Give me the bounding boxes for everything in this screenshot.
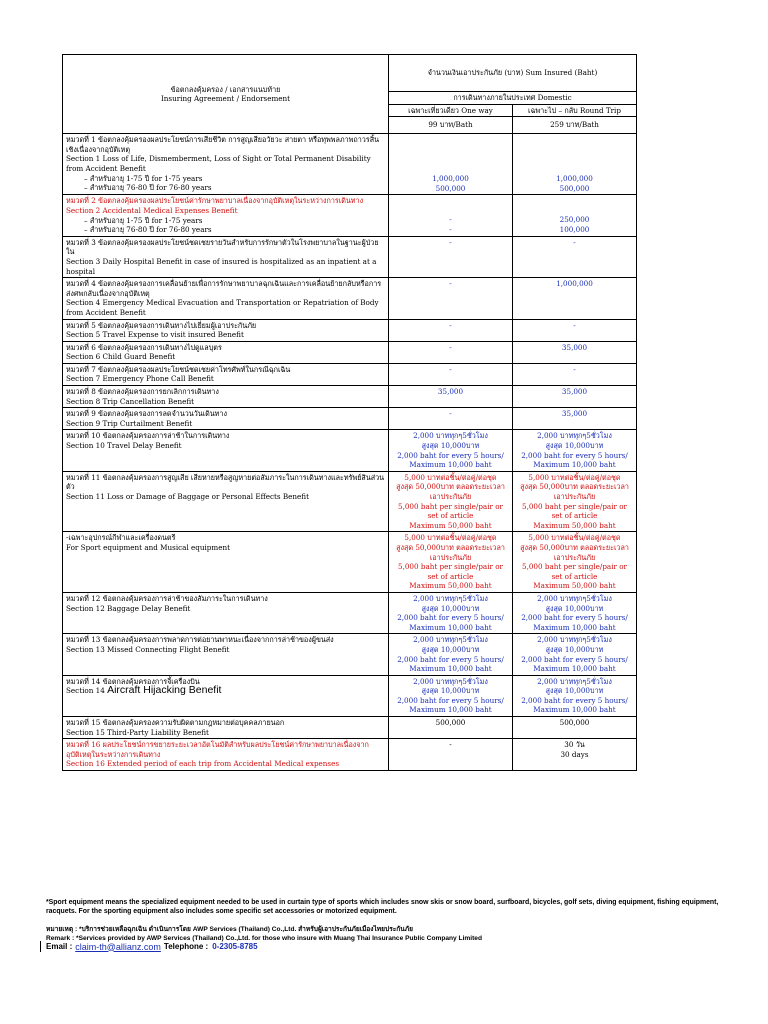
value-line: สูงสุด 10,000บาท [545, 686, 604, 696]
section-th: หมวดที่ 10 ข้อตกลงคุ้มครองการล่าช้าในการเดินทาง [66, 431, 230, 441]
round-trip-value: 35,000 [513, 341, 637, 363]
section-cell [63, 363, 389, 385]
value-line: Maximum 50,000 baht [533, 520, 616, 530]
table-row [63, 717, 637, 739]
section-th: หมวดที่ 7 ข้อตกลงคุ้มครองผลประโยชน์ชดเชยค่าโทรศัพท์ในกรณีฉุกเฉิน [66, 364, 291, 374]
one-way-value: - [389, 739, 513, 771]
email-label: Email : [46, 942, 73, 951]
section-cell [63, 278, 389, 319]
round-trip-value [513, 592, 637, 633]
table-row [63, 341, 637, 363]
round-trip-value [513, 430, 637, 471]
section-th: หมวดที่ 2 ข้อตกลงคุ้มครองผลประโยชน์ค่ารักษาพยาบาลเนื่องจากอุบัติเหตุในระหว่างการเดินทาง [66, 196, 364, 206]
age-band-1: – สำหรับอายุ 1-75 ปี for 1-75 years [84, 173, 203, 183]
value-line: 2,000 baht for every 5 hours/ [521, 450, 628, 460]
value-line: 2,000 บาททุกๆ5ชั่วโมง [413, 676, 488, 686]
section-en: Section 2 Accidental Medical Expenses Benefit [66, 205, 238, 215]
header-sum-insured: จำนวนเงินเอาประกันภัย (บาท) Sum Insured (Baht) [389, 55, 637, 92]
value-line: 2,000 บาททุกๆ5ชั่วโมง [537, 431, 612, 441]
section-cell [63, 717, 389, 739]
section-en: Section 6 Child Guard Benefit [66, 352, 176, 362]
section-cell [63, 386, 389, 408]
value-line: Maximum 10,000 baht [533, 664, 616, 674]
section-en: Section 12 Baggage Delay Benefit [66, 603, 191, 613]
section-th: หมวดที่ 14 ข้อตกลงคุ้มครองการจี้เครื่องบิน [66, 676, 200, 686]
section-en: Section 3 Daily Hospital Benefit in case of insured is hospitalized as an inpatient at a hospital [66, 256, 377, 276]
value-line: - [449, 215, 452, 225]
section-cell [63, 408, 389, 430]
section-en-prefix: Section 14 [66, 686, 105, 696]
price-round-trip: 259 บาท/Bath [513, 117, 637, 134]
one-way-value [389, 430, 513, 471]
header-agreement-en: Insuring Agreement / Endorsement [160, 94, 291, 104]
table-row [63, 236, 637, 277]
section-th: หมวดที่ 5 ข้อตกลงคุ้มครองการเดินทางไปเยี่ยมผู้เอาประกันภัย [66, 320, 257, 330]
section-en: Section 7 Emergency Phone Call Benefit [66, 374, 214, 384]
table-row [63, 675, 637, 716]
section-th: หมวดที่ 12 ข้อตกลงคุ้มครองการล่าช้าของสัมภาระในการเดินทาง [66, 593, 268, 603]
round-trip-value [513, 195, 637, 236]
section-th: หมวดที่ 9 ข้อตกลงคุ้มครองการลดจำนวนวันเดินทาง [66, 409, 227, 419]
table-row [63, 195, 637, 236]
value-line: 2,000 บาททุกๆ5ชั่วโมง [537, 635, 612, 645]
table-row [63, 739, 637, 771]
section-cell [63, 195, 389, 236]
value-line: 250,000 [559, 215, 590, 225]
table-row [63, 408, 637, 430]
section-en: Section 1 Loss of Life, Dismemberment, Loss of Sight or Total Permanent Disability from Accident Benefit [66, 154, 371, 173]
value-line: 2,000 baht for every 5 hours/ [397, 695, 504, 705]
value-line: 2,000 บาททุกๆ5ชั่วโมง [413, 635, 488, 645]
coverage-sheet [62, 54, 636, 771]
value-line: 5,000 บาทต่อชิ้น/ต่อคู่/ต่อชุด [404, 472, 497, 482]
header-agreement-cell [63, 55, 389, 134]
text-cursor-bar [40, 941, 41, 952]
value-line: 5,000 บาทต่อชิ้น/ต่อคู่/ต่อชุด [404, 533, 497, 543]
value-line: 2,000 baht for every 5 hours/ [397, 654, 504, 664]
section-cell [63, 236, 389, 277]
value-line: Maximum 10,000 baht [533, 622, 616, 632]
value-line: สูงสุด 10,000บาท [545, 644, 604, 654]
value-line: 2,000 baht for every 5 hours/ [397, 450, 504, 460]
round-trip-value [513, 471, 637, 532]
email-link[interactable]: claim-th@allianz.com [75, 941, 161, 952]
value-line: 5,000 baht per single/pair or set of article [398, 562, 503, 581]
round-trip-value: 35,000 [513, 386, 637, 408]
table-row [63, 430, 637, 471]
value-line: Maximum 50,000 baht [409, 581, 492, 591]
header-row-top [63, 55, 637, 92]
value-line: สูงสุด 10,000บาท [545, 441, 604, 451]
value-line: สูงสุด 10,000บาท [421, 686, 480, 696]
coverage-table [62, 54, 637, 771]
section-en: Section 9 Trip Curtailment Benefit [66, 418, 193, 428]
value-line: 5,000 baht per single/pair or set of article [522, 562, 627, 581]
value-line: 2,000 บาททุกๆ5ชั่วโมง [537, 676, 612, 686]
value-line: 2,000 บาททุกๆ5ชั่วโมง [537, 593, 612, 603]
section-cell [63, 430, 389, 471]
price-one-way: 99 บาท/Bath [389, 117, 513, 134]
section-cell [63, 675, 389, 716]
value-line: 2,000 baht for every 5 hours/ [521, 654, 628, 664]
section-th: หมวดที่ 1 ข้อตกลงคุ้มครองผลประโยชน์การเสียชีวิต การสูญเสียอวัยวะ สายตา หรือทุพพลภาพถาวรสิ้นเชิงเนื่องจากอุบัติเหตุ [66, 135, 380, 154]
value-line: 100,000 [559, 224, 590, 234]
value-line: 2,000 baht for every 5 hours/ [521, 695, 628, 705]
value-line: Maximum 50,000 baht [409, 520, 492, 530]
value-line: สูงสุด 50,000บาท ตลอดระยะเวลาเอาประกันภัย [520, 482, 629, 501]
one-way-value [389, 471, 513, 532]
one-way-value [389, 134, 513, 195]
table-row [63, 363, 637, 385]
value-line: Maximum 10,000 baht [409, 622, 492, 632]
section-en [66, 686, 385, 696]
section-th: -เฉพาะอุปกรณ์กีฬาและเครื่องดนตรี [66, 533, 176, 543]
section-th: หมวดที่ 4 ข้อตกลงคุ้มครองการเคลื่อนย้ายเพื่อการรักษาพยาบาลฉุกเฉินและการเคลื่อนย้ายกลับหรือการส่งศพกลับเนื่องจากอุบัติเหตุ [66, 279, 382, 298]
round-trip-value [513, 675, 637, 716]
value-line: 30 days [560, 749, 589, 759]
value-line: สูงสุด 10,000บาท [421, 644, 480, 654]
sport-equipment-footnote: *Sport equipment means the specialized equipment needed to be used in curtain type of sports which includes snow skis or snow board, surfboard, bicycles, golf sets, diving equipment, fishing equipment, racquets. For the sporting equipment also includes some specific set accessories or motorized equipment. [46, 899, 719, 915]
remark-en: Remark : *Services provided by AWP Services (Thailand) Co.,Ltd. for those who insure with Muang Thai Insurance Public Company Limited [46, 935, 483, 942]
round-trip-value: - [513, 236, 637, 277]
header-round-trip: เฉพาะไป – กลับ Round Trip [513, 104, 637, 117]
contact-line [40, 941, 258, 952]
section-th: หมวดที่ 8 ข้อตกลงคุ้มครองการยกเลิกการเดินทาง [66, 387, 219, 397]
value-line: 500,000 [435, 183, 466, 193]
section-cell [63, 134, 389, 195]
value-line: สูงสุด 50,000บาท ตลอดระยะเวลาเอาประกันภัย [396, 482, 505, 501]
one-way-value [389, 532, 513, 593]
section-en: Section 13 Missed Connecting Flight Benefit [66, 644, 230, 654]
round-trip-value: 1,000,000 [513, 278, 637, 319]
round-trip-value: - [513, 319, 637, 341]
remark-th: หมายเหตุ : *บริการช่วยเหลือฉุกเฉิน ดำเนินการโดย AWP Services (Thailand) Co.,Ltd. สำหรับผู้เอาประกันภัยเมืองไทยประกันภัย [46, 926, 413, 933]
value-line: 5,000 บาทต่อชิ้น/ต่อคู่/ต่อชุด [528, 472, 621, 482]
section-th: หมวดที่ 15 ข้อตกลงคุ้มครองความรับผิดตามกฎหมายต่อบุคคลภายนอก [66, 718, 285, 728]
section-en: Section 8 Trip Cancellation Benefit [66, 396, 195, 406]
section-cell [63, 341, 389, 363]
value-line: สูงสุด 10,000บาท [545, 603, 604, 613]
section-th: หมวดที่ 3 ข้อตกลงคุ้มครองผลประโยชน์ชดเชยรายวันสำหรับการรักษาตัวในโรงพยาบาลในฐานะผู้ป่วยใน [66, 237, 379, 257]
value-line: สูงสุด 50,000บาท ตลอดระยะเวลาเอาประกันภัย [396, 542, 505, 562]
value-line: Maximum 10,000 baht [409, 664, 492, 674]
section-cell [63, 532, 389, 593]
one-way-value: - [389, 341, 513, 363]
section-cell [63, 634, 389, 675]
value-line: Maximum 10,000 baht [409, 460, 492, 470]
round-trip-value [513, 532, 637, 593]
section-en: For Sport equipment and Musical equipment [66, 542, 230, 552]
header-domestic: การเดินทางภายในประเทศ Domestic [389, 92, 637, 105]
value-line: - [449, 224, 452, 234]
section-en: Section 11 Loss or Damage of Baggage or Personal Effects Benefit [66, 492, 309, 501]
value-line: 5,000 baht per single/pair or set of article [522, 501, 627, 521]
value-line: Maximum 10,000 baht [409, 705, 492, 715]
header-one-way: เฉพาะเที่ยวเดียว One way [389, 104, 513, 117]
one-way-value: - [389, 278, 513, 319]
round-trip-value: 35,000 [513, 408, 637, 430]
table-row [63, 471, 637, 532]
table-row [63, 532, 637, 593]
value-line: 1,000,000 [556, 174, 593, 184]
header-agreement-th: ข้อตกลงคุ้มครอง / เอกสารแนบท้าย [170, 84, 281, 94]
section-en: Section 5 Travel Expense to visit insured Benefit [66, 330, 244, 340]
one-way-value: 35,000 [389, 386, 513, 408]
value-line: สูงสุด 10,000บาท [421, 603, 480, 613]
telephone-label: Telephone : [163, 942, 209, 951]
table-row [63, 592, 637, 633]
round-trip-value [513, 739, 637, 771]
telephone-number[interactable]: 0-2305-8785 [212, 942, 258, 951]
value-line: Maximum 10,000 baht [533, 460, 616, 470]
section-en-big: Aircraft Hijacking Benefit [107, 684, 222, 697]
table-row [63, 386, 637, 408]
value-line: 1,000,000 [432, 174, 469, 184]
round-trip-value [513, 134, 637, 195]
section-en: Section 10 Travel Delay Benefit [66, 441, 182, 451]
value-line: Maximum 10,000 baht [533, 705, 616, 715]
value-line: สูงสุด 10,000บาท [421, 441, 480, 451]
value-line: 2,000 บาททุกๆ5ชั่วโมง [413, 593, 488, 603]
section-cell [63, 471, 389, 532]
round-trip-value: - [513, 363, 637, 385]
section-th: หมวดที่ 13 ข้อตกลงคุ้มครองการพลาดการต่อยานพาหนะเนื่องจากการล่าช้าของผู้ขนส่ง [66, 635, 334, 645]
section-th: หมวดที่ 6 ข้อตกลงคุ้มครองการเดินทางไปดูแลบุตร [66, 342, 222, 352]
one-way-value: - [389, 319, 513, 341]
one-way-value: 500,000 [389, 717, 513, 739]
section-th: หมวดที่ 16 ผลประโยชน์การขยายระยะเวลาอัตโนมัติสำหรับผลประโยชน์ค่ารักษาพยาบาลเนื่องจากอุบัติเหตุในระหว่างการเดินทาง [66, 740, 369, 759]
one-way-value [389, 195, 513, 236]
value-line: 2,000 baht for every 5 hours/ [397, 613, 504, 623]
age-band-2: – สำหรับอายุ 76-80 ปี for 76-80 years [84, 225, 212, 235]
value-line: 5,000 baht per single/pair or set of article [398, 501, 503, 521]
one-way-value: - [389, 408, 513, 430]
one-way-value [389, 675, 513, 716]
one-way-value [389, 592, 513, 633]
table-row [63, 634, 637, 675]
value-line: 2,000 baht for every 5 hours/ [521, 613, 628, 623]
age-band-1: – สำหรับอายุ 1-75 ปี for 1-75 years [84, 215, 203, 225]
age-band-2: – สำหรับอายุ 76-80 ปี for 76-80 years [84, 183, 212, 193]
value-line: 5,000 บาทต่อชิ้น/ต่อคู่/ต่อชุด [528, 533, 621, 543]
section-en: Section 16 Extended period of each trip from Accidental Medical expenses [66, 759, 340, 769]
section-th: หมวดที่ 11 ข้อตกลงคุ้มครองการสูญเสีย เสียหายหรือสูญหายต่อสัมภาระในการเดินทางและทรัพย์สินส่วนตัว [66, 472, 385, 492]
value-line: Maximum 50,000 baht [533, 581, 616, 591]
table-row [63, 134, 637, 195]
value-line: 2,000 บาททุกๆ5ชั่วโมง [413, 431, 488, 441]
section-en: Section 15 Third-Party Liability Benefit [66, 727, 209, 737]
round-trip-value [513, 634, 637, 675]
round-trip-value: 500,000 [513, 717, 637, 739]
table-row [63, 278, 637, 319]
one-way-value [389, 634, 513, 675]
one-way-value: - [389, 236, 513, 277]
value-line: 500,000 [559, 183, 590, 193]
section-en: Section 4 Emergency Medical Evacuation and Transportation or Repatriation of Body from Accident Benefit [66, 298, 379, 317]
section-cell [63, 739, 389, 771]
one-way-value: - [389, 363, 513, 385]
value-line: สูงสุด 50,000บาท ตลอดระยะเวลาเอาประกันภัย [520, 542, 629, 562]
value-line: 30 วัน [564, 740, 585, 750]
table-row [63, 319, 637, 341]
section-cell [63, 592, 389, 633]
section-cell [63, 319, 389, 341]
